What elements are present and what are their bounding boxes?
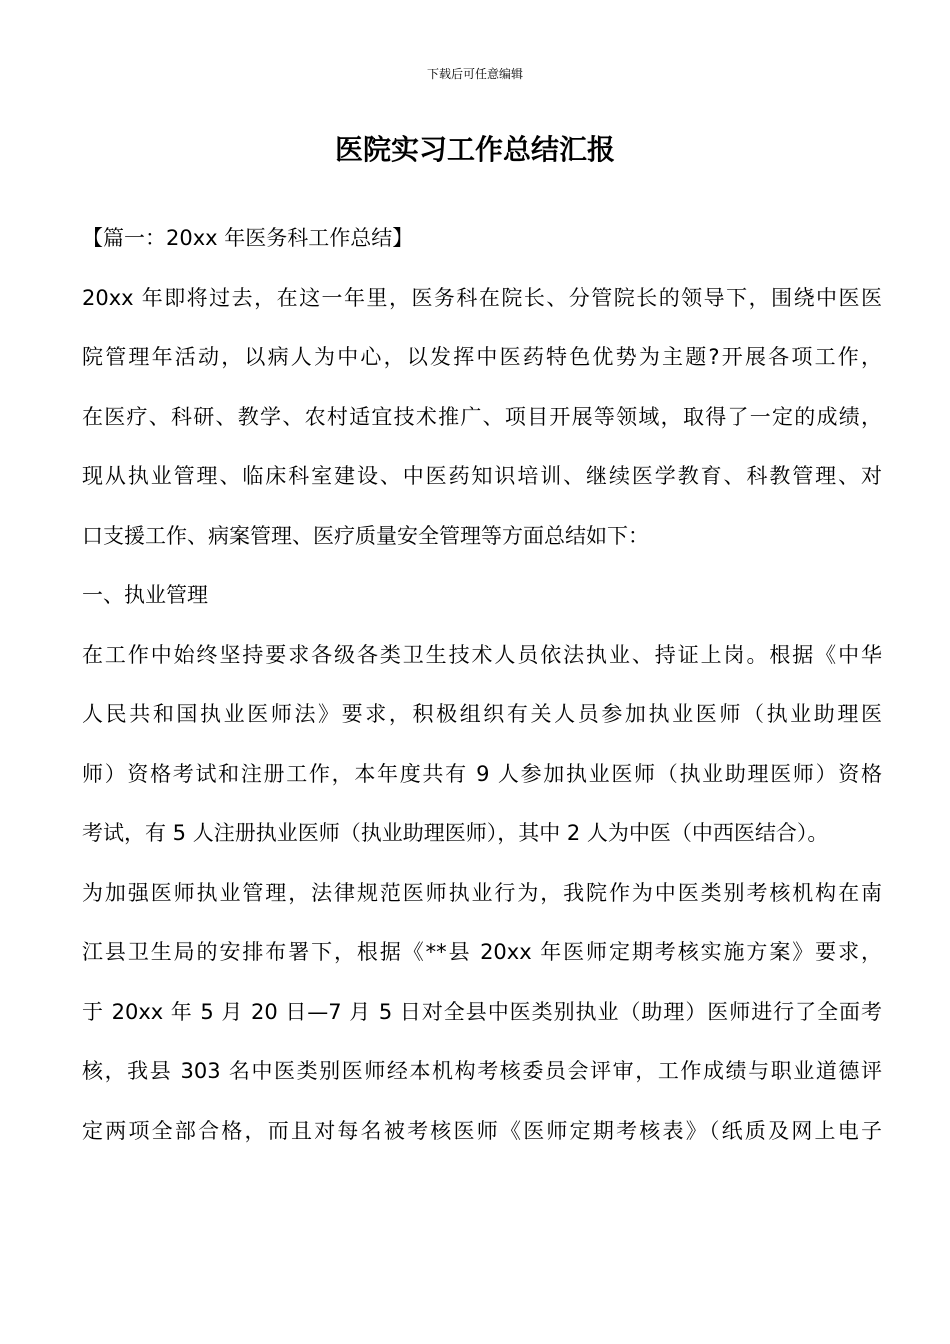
section-heading-text: 【篇一：20xx 年医务科工作总结】 [82,226,414,250]
paragraph-line: 口支援工作、病案管理、医疗质量安全管理等方面总结如下： [82,523,649,548]
paragraph-line: 为加强医师执业管理，法律规范医师执业行为，我院作为中医类别考核机构在南 [82,880,882,905]
header-note: 下载后可任意编辑 [426,67,523,81]
paragraph-line: 于 20xx 年 5 月 20 日—7 月 5 日对全县中医类别执业（助理）医师进行了全面考 [82,999,882,1024]
practice-paragraph [82,626,882,864]
section-heading [82,209,882,269]
paragraph-line: 师）资格考试和注册工作，本年度共有 9 人参加执业医师（执业助理医师）资格 [82,761,882,786]
assessment-paragraph [82,864,882,1162]
paragraph-line: 江县卫生局的安排布署下，根据《**县 20xx 年医师定期考核实施方案》要求， [82,940,882,964]
paragraph-line: 考试，有 5 人注册执业医师（执业助理医师），其中 2 人为中医（中西医结合）。 [82,821,829,845]
document-title: 医院实习工作总结汇报 [334,133,615,166]
paragraph-line: 在医疗、科研、教学、农村适宜技术推广、项目开展等领域，取得了一定的成绩， [82,404,882,429]
intro-paragraph [82,269,882,567]
paragraph-line: 定两项全部合格，而且对每名被考核医师《医师定期考核表》（纸质及网上电子 [82,1118,882,1143]
paragraph-line: 核，我县 303 名中医类别医师经本机构考核委员会评审，工作成绩与职业道德评 [82,1059,882,1083]
paragraph-line: 人民共和国执业医师法》要求，积极组织有关人员参加执业医师（执业助理医 [82,702,882,726]
document-body [82,209,882,1161]
paragraph-line: 院管理年活动，以病人为中心，以发挥中医药特色优势为主题?开展各项工作， [82,345,882,369]
subheading-text: 一、执业管理 [82,583,208,607]
paragraph-line: 20xx 年即将过去，在这一年里，医务科在院长、分管院长的领导下，围绕中医医 [82,285,882,310]
subheading-practice-management [82,566,882,626]
paragraph-line: 现从执业管理、临床科室建设、中医药知识培训、继续医学教育、科教管理、对 [82,464,882,488]
paragraph-line: 在工作中始终坚持要求各级各类卫生技术人员依法执业、持证上岗。根据《中华 [82,642,882,667]
